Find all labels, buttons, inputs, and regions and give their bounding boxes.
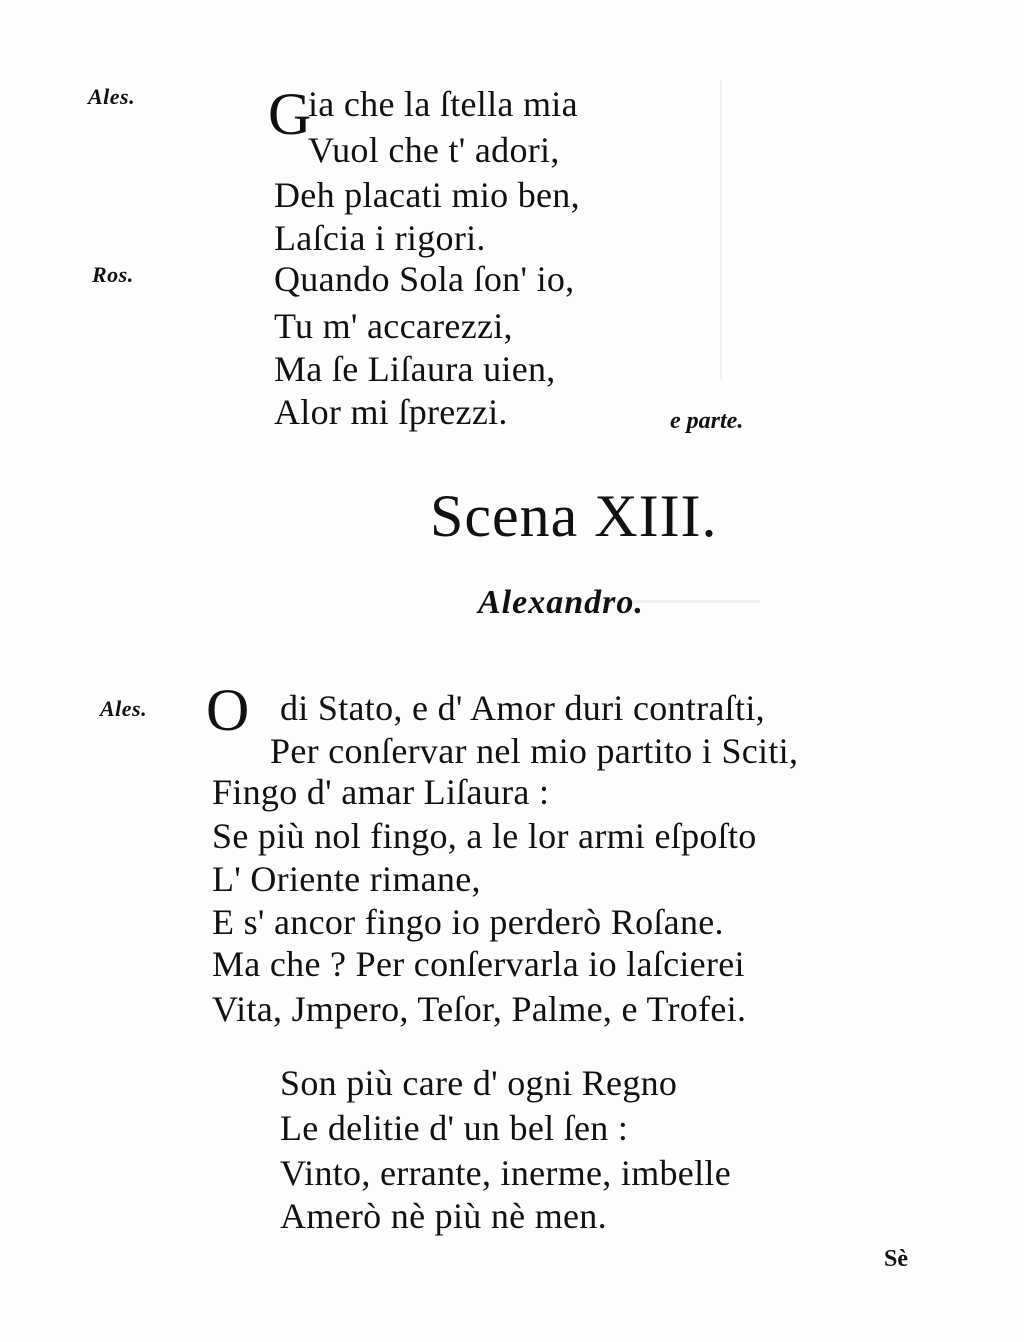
verse-line: Vinto, errante, inerme, imbelle [280, 1153, 731, 1193]
verse-line: Vita, Jmpero, Teſor, Palme, e Trofei. [212, 989, 747, 1029]
verse-line: L' Oriente rimane, [212, 859, 481, 899]
verse-line: di Stato, e d' Amor duri contraſti, [280, 688, 765, 728]
drop-cap-letter: O [206, 677, 250, 743]
scene-title: Scena XIII. [430, 483, 718, 549]
verse-line: Quando Sola ſon' io, [274, 259, 575, 299]
speaker-label: Ros. [92, 262, 134, 287]
verse-line: Deh placati mio ben, [274, 175, 580, 215]
speaker-label: Ales. [100, 696, 148, 721]
speaker-label: Ales. [88, 84, 136, 109]
verse-line: Se più nol fingo, a le lor armi eſpoſto [212, 816, 757, 856]
verse-line: Le delitie d' un bel ſen : [280, 1108, 629, 1148]
bleed-through-decoration [720, 80, 962, 380]
verse-line: Ma che ? Per conſervarla io laſcierei [212, 944, 745, 984]
verse-line: Alor mi ſprezzi. [274, 392, 508, 432]
verse-line: E s' ancor fingo io perderò Roſane. [212, 902, 724, 942]
verse-line: Vuol che t' adori, [308, 130, 560, 170]
scene-character: Alexandro. [478, 584, 644, 621]
verse-line: Laſcia i rigori. [274, 218, 486, 258]
verse-line: Tu m' accarezzi, [274, 306, 513, 346]
verse-line: Fingo d' amar Liſaura : [212, 772, 550, 812]
verse-line: Amerò nè più nè men. [280, 1196, 607, 1236]
verse-line: ia che la ſtella mia [308, 84, 578, 124]
drop-cap-letter: G [268, 81, 312, 147]
verse-line: Per conſervar nel mio partito i Sciti, [270, 731, 799, 771]
verse-line: Son più care d' ogni Regno [280, 1063, 678, 1103]
catchword: Sè [884, 1246, 908, 1272]
stage-direction: e parte. [670, 408, 744, 434]
verse-line: Ma ſe Liſaura uien, [274, 349, 556, 389]
